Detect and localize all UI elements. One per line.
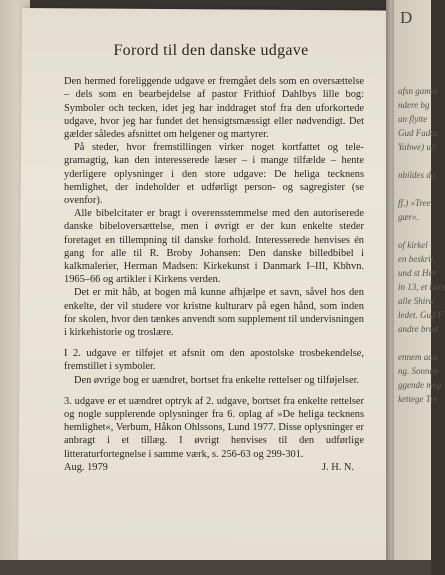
facing-page-line: of kirkel — [398, 240, 428, 250]
facing-page-line: ndere bg — [398, 100, 430, 110]
facing-page-line: Gud Fader, — [398, 128, 439, 138]
third-edition-note: 3. udgave er et uændret optryk af 2. udgave, bortset fra enkelte rettelser og nogle supplerende oplysninger fra 6. oplag af »De heliga tecknens hemlighet«, Verbum, Håkon Ohlssons, Lund 1977. Disse oplysninger er anbragt i et tillæg. I øvrigt henvises til den udførlige litteraturfortegnelse i samme værk, s. 256-63 og 299-301. — [64, 395, 364, 460]
facing-page-line: und st Her — [398, 268, 436, 278]
facing-page-line: gær«. — [398, 212, 419, 222]
facing-page-line: ng. Sonnen — [398, 366, 438, 376]
facing-page-line: en beskrit — [398, 254, 434, 264]
facing-page-line: ledet. Gud F — [398, 310, 444, 320]
facing-page-line: an flytte — [398, 114, 428, 124]
facing-page-line: ggende meg — [398, 380, 442, 390]
facing-page-line: ff.) »Tree — [398, 198, 431, 208]
signature: J. H. N. — [321, 461, 354, 473]
table-surface — [0, 560, 431, 575]
facing-page-line: ennem aan — [398, 352, 438, 362]
second-edition-note: Den øvrige bog er uændret, bortset fra enkelte rettelser og tilføjelser. — [74, 374, 360, 386]
facing-page-line: afsn gamm — [398, 86, 438, 96]
paragraph: Det er mit håb, at bogen må kunne afhjælpe et savn, såvel hos den enkelte, der vil studere vor kristne kulturarv på egen hånd, som inden for skolen, hvor den tænkes anvendt som supplement til undervisningen i kirkehistorie og troslære. — [64, 287, 364, 339]
paragraph: På steder, hvor fremstillingen virker noget kortfattet og telegramagtig, kan den interesserede læser – i mange tilfælde – hente yderligere oplysninger i den store udgave: De heliga tecknens hemlighet, der indeholder et udførligt person- og sagregister (se ovenfor). — [64, 142, 364, 207]
facing-page-line: nbildes do — [398, 170, 436, 180]
page-title: Forord til den danske udgave — [113, 42, 309, 59]
facing-page-line: alle Shira — [398, 296, 434, 306]
facing-page-line: Yahwe) uti — [398, 142, 436, 152]
paragraph: Den hermed foreliggende udgave er fremgået dels som en oversættelse – dels som en bearbejdelse af pastor Frithiof Dahlbys lille bog: Symboler och tecken, idet jeg har inddraget stof fra den uforkortede udgave, hvor jeg har fundet det hensigtsmæssigt eller nødvendigt. Det gælder således afsnittet om helgener og martyrer. — [64, 76, 364, 141]
signature-row — [64, 461, 354, 474]
page-text — [64, 44, 364, 474]
facing-page-heading: D — [400, 8, 413, 27]
facing-page — [394, 0, 445, 575]
facing-page-line: kettege Tre — [398, 394, 438, 404]
date: Aug. 1979 — [64, 461, 108, 473]
facing-page-line: andre brud — [398, 324, 438, 334]
second-edition-note: I 2. udgave er tilføjet et afsnit om den apostolske trosbekendelse, fremstillet i symboler. — [64, 348, 364, 373]
facing-page-line: in 13, et kors — [398, 282, 445, 292]
paragraph: Alle bibelcitater er bragt i overensstemmelse med den autoriserede danske bibeloversættelse, men i øvrigt er der kun enkelte steder foretaget en tillempning til danske forhold. Interesserede henvises én gang for alle til R. Broby Johansen: Den danske billedbibel i kalkmalerier, Herman Madsen: Kirkekunst i Danmark I–III, Kbhvn. 1965–66 og artikler i Kirkens verden. — [64, 208, 364, 286]
